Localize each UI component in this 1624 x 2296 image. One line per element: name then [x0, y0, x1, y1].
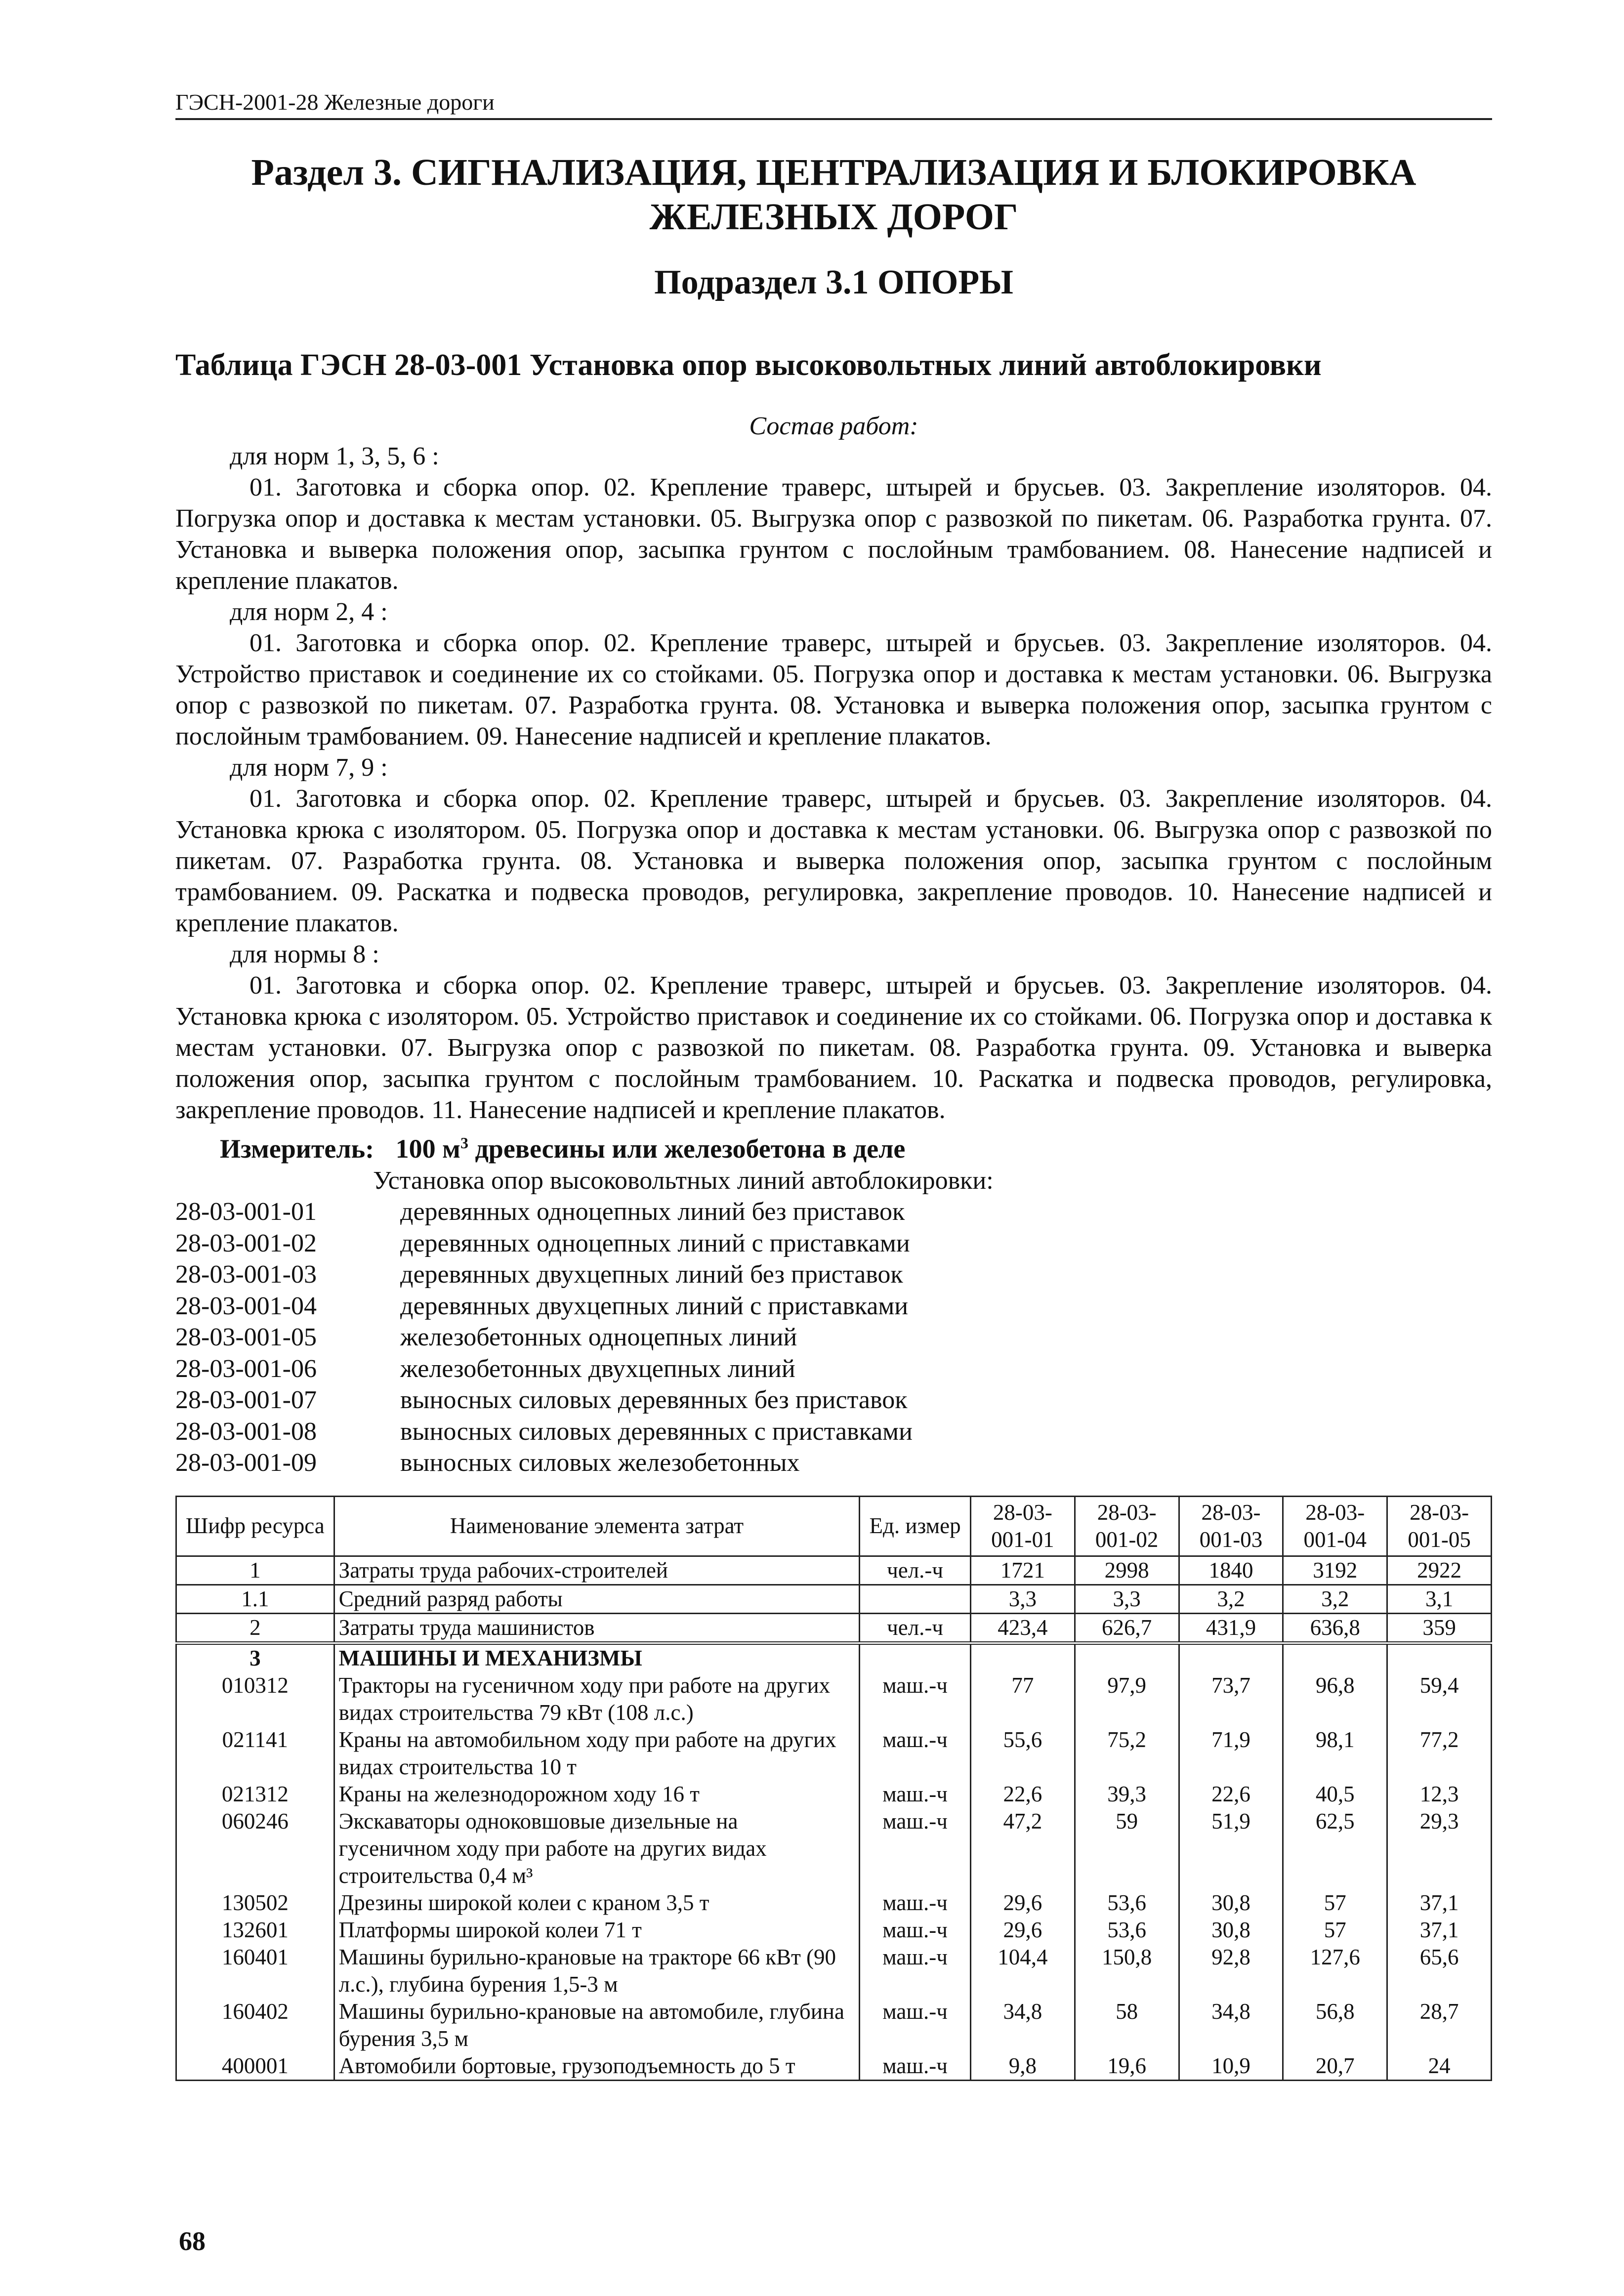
norm-description: выносных силовых деревянных с приставками [400, 1417, 913, 1446]
table-cell-code: 160402 [176, 1998, 334, 2052]
table-cell-v4: 57 [1283, 1917, 1387, 1944]
table-cell-v1 [970, 1643, 1075, 1672]
table-cell-v3: 30,8 [1179, 1917, 1283, 1944]
header-norm-02: 28-03-001-02 [1075, 1496, 1179, 1556]
norm-code-row [175, 1322, 1492, 1353]
table-row [176, 1889, 1492, 1917]
table-cell-unit: маш.-ч [860, 1889, 971, 1917]
norm-description: деревянных одноцепных линий без приставок [400, 1198, 905, 1226]
table-cell-unit: маш.-ч [860, 1781, 971, 1808]
table-cell-v5: 12,3 [1387, 1781, 1492, 1808]
header-norm-04: 28-03-001-04 [1283, 1496, 1387, 1556]
table-cell-v5: 77,2 [1387, 1726, 1492, 1781]
table-cell-code: 130502 [176, 1889, 334, 1917]
table-cell-v1: 3,3 [970, 1585, 1075, 1613]
table-cell-v3: 3,2 [1179, 1585, 1283, 1613]
norm-group-heading: для норм 7, 9 : [230, 753, 388, 782]
table-cell-v1: 104,4 [970, 1944, 1075, 1998]
table-row [176, 1643, 1492, 1672]
norm-description: железобетонных двухцепных линий [400, 1354, 795, 1383]
table-cell-v4: 3,2 [1283, 1585, 1387, 1613]
table-row [176, 1726, 1492, 1781]
table-cell-v2: 150,8 [1075, 1944, 1179, 1998]
norm-code: 28-03-001-03 [175, 1260, 317, 1289]
norm-group-text: 01. Заготовка и сборка опор. 02. Крепление траверс, штырей и брусьев. 03. Закрепление изоляторов. 04. Устройство приставок и соединение их со стойками. 05. Погрузка опор и доставка к местам установки. 06. Выгрузка опор с развозкой по пикетам. 07. Разработка грунта. 08. Установка и выверка положения опор, засыпка грунтом с послойным трамбованием. 09. Нанесение надписей и крепление плакатов. [175, 629, 1492, 751]
table-cell-v1: 55,6 [970, 1726, 1075, 1781]
norm-code: 28-03-001-06 [175, 1354, 317, 1383]
table-cell-v3: 71,9 [1179, 1726, 1283, 1781]
table-cell-v2 [1075, 1643, 1179, 1672]
table-cell-v1: 1721 [970, 1556, 1075, 1585]
table-cell-code: 3 [176, 1643, 334, 1672]
norm-code-row [175, 1291, 1492, 1322]
norm-code: 28-03-001-09 [175, 1449, 317, 1477]
section-title-line-1: Раздел 3. СИГНАЛИЗАЦИЯ, ЦЕНТРАЛИЗАЦИЯ И БЛОКИРОВКА [251, 152, 1416, 193]
work-composition [175, 441, 1492, 1126]
table-cell-name: Дрезины широкой колеи с краном 3,5 т [334, 1889, 860, 1917]
table-row [176, 1672, 1492, 1726]
table-cell-v4: 96,8 [1283, 1672, 1387, 1726]
table-cell-v3: 431,9 [1179, 1613, 1283, 1643]
table-cell-v3: 34,8 [1179, 1998, 1283, 2052]
table-cell-code: 132601 [176, 1917, 334, 1944]
table-cell-v2: 3,3 [1075, 1585, 1179, 1613]
norm-code-row [175, 1353, 1492, 1385]
table-cell-name: Машины бурильно-крановые на автомобиле, глубина бурения 3,5 м [334, 1998, 860, 2052]
header-unit: Ед. измер [860, 1496, 971, 1556]
norm-group-text: 01. Заготовка и сборка опор. 02. Крепление траверс, штырей и брусьев. 03. Закрепление изоляторов. 04. Погрузка опор и доставка к местам установки. 05. Выгрузка опор с развозкой по пикетам. 06. Разработка грунта. 07. Установка и выверка положения опор, засыпка грунтом с послойным трамбованием. 08. Нанесение надписей и крепление плакатов. [175, 473, 1492, 595]
table-cell-v1: 423,4 [970, 1613, 1075, 1643]
table-cell-v4: 3192 [1283, 1556, 1387, 1585]
table-cell-v3: 30,8 [1179, 1889, 1283, 1917]
table-cell-name: Краны на автомобильном ходу при работе на других видах строительства 10 т [334, 1726, 860, 1781]
norm-description: выносных силовых деревянных без приставок [400, 1386, 908, 1415]
table-cell-v4: 636,8 [1283, 1613, 1387, 1643]
table-cell-v1: 34,8 [970, 1998, 1075, 2052]
table-cell-unit [860, 1643, 971, 1672]
table-cell-code: 021312 [176, 1781, 334, 1808]
table-cell-unit: маш.-ч [860, 1672, 971, 1726]
table-cell-v4: 57 [1283, 1889, 1387, 1917]
table-cell-name: Средний разряд работы [334, 1585, 860, 1613]
norm-code-row [175, 1259, 1492, 1291]
running-head: ГЭСН-2001-28 Железные дороги [175, 89, 1492, 120]
norm-code-row [175, 1416, 1492, 1448]
table-cell-v3: 10,9 [1179, 2052, 1283, 2081]
table-cell-v3: 92,8 [1179, 1944, 1283, 1998]
table-cell-v2: 39,3 [1075, 1781, 1179, 1808]
table-cell-name: Платформы широкой колеи 71 т [334, 1917, 860, 1944]
table-cell-v2: 53,6 [1075, 1889, 1179, 1917]
table-cell-code: 400001 [176, 2052, 334, 2081]
table-header-row [176, 1496, 1492, 1556]
table-cell-v4: 40,5 [1283, 1781, 1387, 1808]
table-cell-v4: 56,8 [1283, 1998, 1387, 2052]
norm-code: 28-03-001-01 [175, 1198, 317, 1226]
table-row [176, 1585, 1492, 1613]
table-cell-unit: чел.-ч [860, 1556, 971, 1585]
measure-value-exponent: 3 [460, 1134, 468, 1152]
norm-code: 28-03-001-05 [175, 1323, 317, 1352]
table-cell-v2: 97,9 [1075, 1672, 1179, 1726]
table-cell-code: 160401 [176, 1944, 334, 1998]
table-cell-v5: 2922 [1387, 1556, 1492, 1585]
table-cell-name: Экскаваторы одноковшовые дизельные на гусеничном ходу при работе на других видах строительства 0,4 м³ [334, 1808, 860, 1889]
norm-code-list [175, 1196, 1492, 1479]
header-norm-03: 28-03-001-03 [1179, 1496, 1283, 1556]
table-cell-name: МАШИНЫ И МЕХАНИЗМЫ [334, 1643, 860, 1672]
table-cell-unit: маш.-ч [860, 1726, 971, 1781]
table-row [176, 1917, 1492, 1944]
table-row [176, 2052, 1492, 2081]
table-cell-v3: 1840 [1179, 1556, 1283, 1585]
measure-label: Измеритель: [220, 1134, 375, 1164]
table-cell-unit: чел.-ч [860, 1613, 971, 1643]
norm-code-row [175, 1196, 1492, 1228]
table-cell-v4 [1283, 1643, 1387, 1672]
table-cell-v2: 2998 [1075, 1556, 1179, 1585]
table-cell-v5: 37,1 [1387, 1917, 1492, 1944]
table-cell-v3: 73,7 [1179, 1672, 1283, 1726]
norm-code-row [175, 1384, 1492, 1416]
table-cell-v5: 359 [1387, 1613, 1492, 1643]
table-cell-code: 010312 [176, 1672, 334, 1726]
document-page [175, 89, 1492, 2081]
table-cell-unit: маш.-ч [860, 1998, 971, 2052]
codes-intro: Установка опор высоковольтных линий автоблокировки: [373, 1167, 994, 1195]
table-cell-v2: 75,2 [1075, 1726, 1179, 1781]
norm-group-text: 01. Заготовка и сборка опор. 02. Крепление траверс, штырей и брусьев. 03. Закрепление изоляторов. 04. Установка крюка с изолятором. 05. Погрузка опор и доставка к местам установки. 06. Выгрузка опор с развозкой по пикетам. 07. Разработка грунта. 08. Установка и выверка положения опор, засыпка грунтом с послойным трамбованием. 09. Раскатка и подвеска проводов, регулировка, закрепление проводов. 10. Нанесение надписей и крепление плакатов. [175, 785, 1492, 938]
table-cell-v1: 77 [970, 1672, 1075, 1726]
table-cell-v5: 29,3 [1387, 1808, 1492, 1889]
norm-code: 28-03-001-02 [175, 1229, 317, 1257]
norm-group-heading: для норм 2, 4 : [230, 598, 388, 626]
table-cell-v1: 22,6 [970, 1781, 1075, 1808]
table-cell-name: Машины бурильно-крановые на тракторе 66 кВт (90 л.с.), глубина бурения 1,5-3 м [334, 1944, 860, 1998]
table-cell-name: Тракторы на гусеничном ходу при работе на других видах строительства 79 кВт (108 л.с.) [334, 1672, 860, 1726]
composition-label: Состав работ: [749, 412, 918, 441]
section-title [175, 151, 1492, 239]
norm-description: железобетонных одноцепных линий [400, 1323, 797, 1352]
norm-description: деревянных одноцепных линий с приставками [400, 1229, 910, 1257]
subsection-title: Подраздел 3.1 ОПОРЫ [654, 263, 1013, 302]
table-cell-v5: 28,7 [1387, 1998, 1492, 2052]
table-cell-v1: 29,6 [970, 1889, 1075, 1917]
header-norm-05: 28-03-001-05 [1387, 1496, 1492, 1556]
norm-code-row [175, 1447, 1492, 1479]
table-cell-v5: 24 [1387, 2052, 1492, 2081]
table-cell-v1: 9,8 [970, 2052, 1075, 2081]
table-cell-name: Затраты труда рабочих-строителей [334, 1556, 860, 1585]
table-cell-unit: маш.-ч [860, 1917, 971, 1944]
norm-description: деревянных двухцепных линий с приставками [400, 1292, 909, 1320]
table-cell-v5: 3,1 [1387, 1585, 1492, 1613]
norm-code: 28-03-001-08 [175, 1417, 317, 1446]
table-cell-name: Затраты труда машинистов [334, 1613, 860, 1643]
table-row [176, 1944, 1492, 1998]
table-cell-unit [860, 1585, 971, 1613]
norm-description: выносных силовых железобетонных [400, 1449, 800, 1477]
table-cell-v3: 51,9 [1179, 1808, 1283, 1889]
table-row [176, 1613, 1492, 1643]
table-cell-unit: маш.-ч [860, 2052, 971, 2081]
table-cell-v3 [1179, 1643, 1283, 1672]
table-cell-v4: 20,7 [1283, 2052, 1387, 2081]
table-cell-v2: 53,6 [1075, 1917, 1179, 1944]
section-title-line-2: ЖЕЛЕЗНЫХ ДОРОГ [649, 196, 1018, 238]
norm-code: 28-03-001-07 [175, 1386, 317, 1415]
measure-value-suffix: древесины или железобетона в деле [468, 1134, 906, 1164]
table-cell-name: Краны на железнодорожном ходу 16 т [334, 1781, 860, 1808]
norm-group-text: 01. Заготовка и сборка опор. 02. Крепление траверс, штырей и брусьев. 03. Закрепление изоляторов. 04. Установка крюка с изолятором. 05. Устройство приставок и соединение их со стойками. 06. Погрузка опор и доставка к местам установки. 07. Выгрузка опор с развозкой по пикетам. 08. Разработка грунта. 09. Установка и выверка положения опор, засыпка грунтом с послойным трамбованием. 10. Раскатка и подвеска проводов, регулировка, закрепление проводов. 11. Нанесение надписей и крепление плакатов. [175, 971, 1492, 1125]
table-cell-v4: 62,5 [1283, 1808, 1387, 1889]
table-cell-v5: 59,4 [1387, 1672, 1492, 1726]
table-cell-v3: 22,6 [1179, 1781, 1283, 1808]
table-cell-code: 2 [176, 1613, 334, 1643]
table-cell-name: Автомобили бортовые, грузоподъемность до 5 т [334, 2052, 860, 2081]
table-title: Таблица ГЭСН 28-03-001 Установка опор высоковольтных линий автоблокировки [175, 348, 1322, 382]
table-cell-unit: маш.-ч [860, 1944, 971, 1998]
table-cell-v1: 29,6 [970, 1917, 1075, 1944]
header-norm-01: 28-03-001-01 [970, 1496, 1075, 1556]
table-cell-v2: 626,7 [1075, 1613, 1179, 1643]
header-name: Наименование элемента затрат [334, 1496, 860, 1556]
table-cell-unit: маш.-ч [860, 1808, 971, 1889]
table-cell-v2: 58 [1075, 1998, 1179, 2052]
measure-value: 100 м [395, 1134, 460, 1164]
table-cell-v2: 19,6 [1075, 2052, 1179, 2081]
norm-description: деревянных двухцепных линий без приставок [400, 1260, 903, 1289]
table-cell-v4: 127,6 [1283, 1944, 1387, 1998]
table-cell-code: 060246 [176, 1808, 334, 1889]
table-cell-code: 1 [176, 1556, 334, 1585]
table-row [176, 1808, 1492, 1889]
norm-group-heading: для нормы 8 : [230, 940, 379, 969]
header-code: Шифр ресурса [176, 1496, 334, 1556]
table-cell-code: 021141 [176, 1726, 334, 1781]
table-row [176, 1998, 1492, 2052]
norm-code: 28-03-001-04 [175, 1292, 317, 1320]
table-body [176, 1556, 1492, 2080]
resource-table [175, 1496, 1492, 2081]
table-row [176, 1556, 1492, 1585]
norm-group-heading: для норм 1, 3, 5, 6 : [230, 442, 439, 471]
measure-line [175, 1127, 1492, 1165]
table-cell-v5: 65,6 [1387, 1944, 1492, 1998]
table-cell-code: 1.1 [176, 1585, 334, 1613]
page-number: 68 [179, 2226, 206, 2256]
table-cell-v5: 37,1 [1387, 1889, 1492, 1917]
norm-code-row [175, 1228, 1492, 1259]
table-cell-v4: 98,1 [1283, 1726, 1387, 1781]
table-cell-v2: 59 [1075, 1808, 1179, 1889]
table-cell-v5 [1387, 1643, 1492, 1672]
table-cell-v1: 47,2 [970, 1808, 1075, 1889]
table-row [176, 1781, 1492, 1808]
